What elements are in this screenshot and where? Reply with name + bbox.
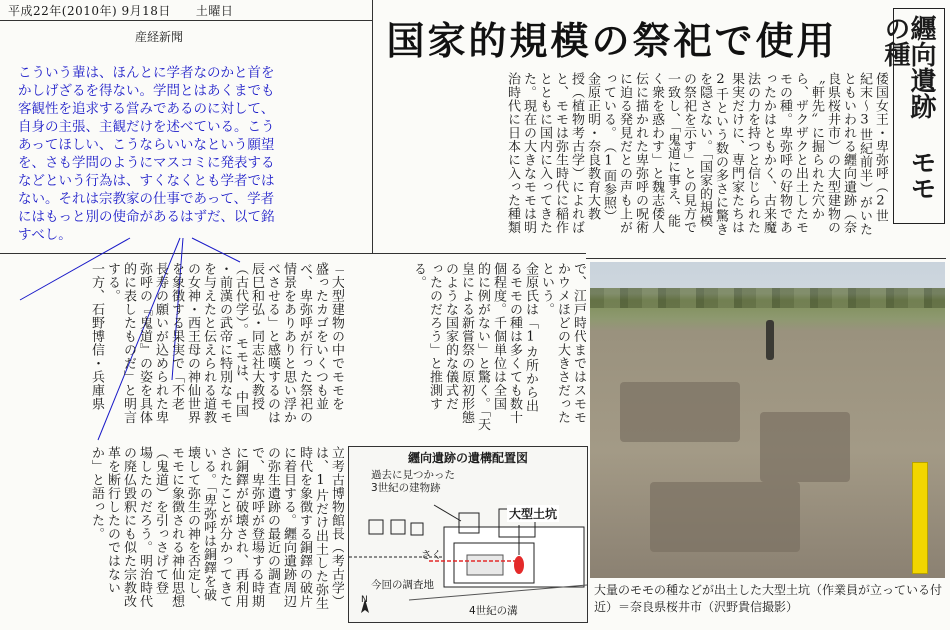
excavation-photo — [590, 262, 945, 578]
text-column: に迫る発見だとの声も上が — [617, 72, 632, 234]
article-headline: 国家的規模の祭祀で使用 — [386, 19, 838, 63]
map-label-survey-site: 今回の調査地 — [371, 579, 434, 591]
text-column: る。 — [411, 262, 426, 289]
text-column: の女神・西王母の神仙世界 — [185, 262, 200, 424]
text-column: 長寿の願いが込められた卑 — [153, 262, 168, 424]
text-column: ら、ザクザクと出土したモ — [793, 72, 808, 234]
big-pit-marker — [514, 556, 524, 574]
text-column: に着目する。纒向遺跡周辺 — [281, 446, 296, 608]
text-column: ・前漢の武帝に特別なモモ — [217, 262, 232, 424]
text-column: 伝に描かれた卑弥呼の呪術 — [633, 72, 648, 234]
text-column: の廃仏毀釈にも似た宗教改 — [121, 446, 136, 608]
photo-pit — [650, 482, 800, 552]
text-column: を隠さない。「国家的規模 — [697, 72, 712, 228]
text-column: （古代学）。モモは、中国 — [233, 262, 248, 418]
text-column: に銅鐸が破壊され、再利用 — [233, 446, 248, 608]
map-title: 纒向遺跡の遺構配置図 — [407, 451, 528, 465]
text-column: 〝軒先〟に掘られた穴か — [809, 72, 824, 221]
text-column: とともに国内に入ってきた — [537, 72, 552, 234]
note-line: を、さも学問のようにマスコミに発表する — [18, 155, 275, 171]
text-column: 治時代に日本に入った種類 — [505, 72, 520, 234]
note-line: すべし。 — [18, 227, 72, 243]
text-column: 皇による新嘗祭の原初形態 — [459, 262, 474, 424]
photo-treeline — [590, 288, 945, 308]
text-column: という。 — [539, 262, 554, 316]
note-line: あってほしい、こうならいいなという願望 — [18, 137, 275, 153]
text-column: 立考古博物館長（考古学） — [329, 446, 344, 608]
text-column: かウメほどの大きさだった — [555, 262, 570, 424]
note-line: にはもっと別の使命があるはずだ、以て銘 — [18, 209, 275, 225]
photo-pit — [620, 382, 740, 442]
text-column: の祭祀を示す」との見方で — [681, 72, 696, 234]
article-upper-text — [372, 72, 888, 252]
text-column: 授（植物考古学）によれば — [569, 72, 584, 234]
text-column: 果実だけに、専門家たちは — [729, 72, 744, 234]
yellow-marker-pole — [912, 462, 928, 574]
text-column: する。 — [105, 262, 120, 303]
dateline: 平成22年(2010年) 9月18日 土曜日 — [8, 4, 234, 18]
newspaper-name: 産経新聞 — [135, 30, 184, 44]
article-sidehead: 纒向遺跡 モモの種 — [893, 8, 945, 224]
text-column: か」と語った。 — [89, 446, 104, 541]
text-column: 「大型建物の中でモモを — [329, 262, 344, 411]
text-column: 的に例がない」と驚く。「天 — [475, 262, 490, 431]
text-column: のような国家的な儀式だ — [443, 262, 458, 411]
text-column: 法の力を持つと信じられた — [745, 72, 760, 234]
map-label-past-buildings: 過去に見つかった 3世紀の建物跡 — [371, 469, 455, 494]
text-column: 革を断行したのではない — [105, 446, 120, 595]
text-column: 金原正明・奈良教育大教 — [585, 72, 600, 221]
text-column: を象徴する果実で「不老 — [169, 262, 184, 411]
article-lower-text — [4, 262, 344, 442]
text-column: 2千という数の多さに驚き — [713, 72, 728, 236]
text-column: を与えたと伝えられる道教 — [201, 262, 216, 424]
note-line: などという行為は、すくなくとも学者では — [18, 173, 275, 189]
text-column: 倭国女王・卑弥呼（2世 — [873, 72, 888, 223]
text-column: 一方、石野博信・兵庫県 — [89, 262, 104, 411]
text-column: 個程度。千個単位は全国 — [491, 262, 506, 411]
text-column: モの種。卑弥呼の好物であ — [777, 72, 792, 234]
site-map — [348, 446, 588, 623]
text-column: 壊して弥生の神を否定し、 — [185, 446, 200, 608]
text-column: モモに象徴される神仙思想 — [169, 446, 184, 608]
note-line: かしげざるを得ない。学問とはあくまでも — [18, 83, 275, 99]
text-column: るモモの種は多くても数十 — [507, 262, 522, 424]
text-column: ったかはともかく、古来魔 — [761, 72, 776, 234]
text-column: 紀末〜3世紀前半）がいた — [857, 72, 872, 236]
text-column: 場したのだろう。明治時代 — [137, 446, 152, 608]
text-column: べ、卑弥呼が行った祭祀の — [297, 262, 312, 424]
text-column: と、モモは弥生時代に稲作 — [553, 72, 568, 234]
note-line: 客観性を追求する営みであるのに対して、 — [18, 101, 275, 117]
text-column: べさせる」と感嘆するのは — [265, 262, 280, 424]
text-column: で、江戸時代まではスモモ — [571, 262, 586, 424]
text-column: は、1片だけ出土した弥生 — [313, 446, 328, 610]
text-column: っている。 （1面参照） — [601, 72, 616, 223]
text-column: 弥呼の『鬼道』の姿を具体 — [137, 262, 152, 424]
text-column: で、卑弥呼が登場する時期 — [249, 446, 264, 608]
text-column: 情景をありありと思い浮か — [281, 262, 296, 424]
text-column: いる。「卑弥呼は銅鐸を破 — [201, 446, 216, 602]
photo-pit — [760, 412, 850, 482]
photo-caption: 大量のモモの種などが出土した大型土坑（作業員が立っている付近）＝奈良県桜井市（沢野貴信撮影） — [594, 583, 943, 614]
text-column: 時代を象徴する銅鐸の破片 — [297, 446, 312, 608]
text-column: く衆を惑わす」と魏志倭人 — [649, 72, 664, 234]
text-column: 的に表したものだ」と明言 — [121, 262, 136, 424]
text-column: ったのだろう」と推測す — [427, 262, 442, 411]
note-line: 自身の主張、主観だけを述べている。こう — [18, 119, 275, 135]
article-bottom-text — [4, 446, 344, 626]
text-column: （鬼道）を引っさげて登 — [153, 446, 168, 595]
north-label: N — [361, 595, 368, 605]
map-label-big-pit: 大型土坑 — [509, 507, 558, 521]
text-column: 良県桜井市）の大型建物の — [825, 72, 840, 234]
note-line: こういう輩は、ほんとに学者なのかと首を — [18, 65, 275, 81]
text-column: 辰巳和弘・同志社大教授 — [249, 262, 264, 411]
text-column: の弥生遺跡の最近の調査 — [265, 446, 280, 595]
text-column: た。現在の大きなモモは明 — [521, 72, 536, 234]
map-label-ditch: 4世紀の溝 — [469, 605, 518, 617]
worker-figure — [766, 320, 774, 360]
article-middle-text — [350, 262, 586, 442]
text-column: 一致し、「鬼道に事え、能 — [665, 72, 680, 228]
text-column: 盛ったカゴをいくつも並 — [313, 262, 328, 411]
note-line: ない。それは宗教家の仕事であって、学者 — [18, 191, 275, 207]
text-column: ともいわれる纒向遺跡（奈 — [841, 72, 856, 234]
text-column: されたことが分かってきて — [217, 446, 232, 608]
text-column: 金原氏は「1カ所から出 — [523, 262, 538, 413]
map-label-fence: さく — [421, 549, 442, 561]
